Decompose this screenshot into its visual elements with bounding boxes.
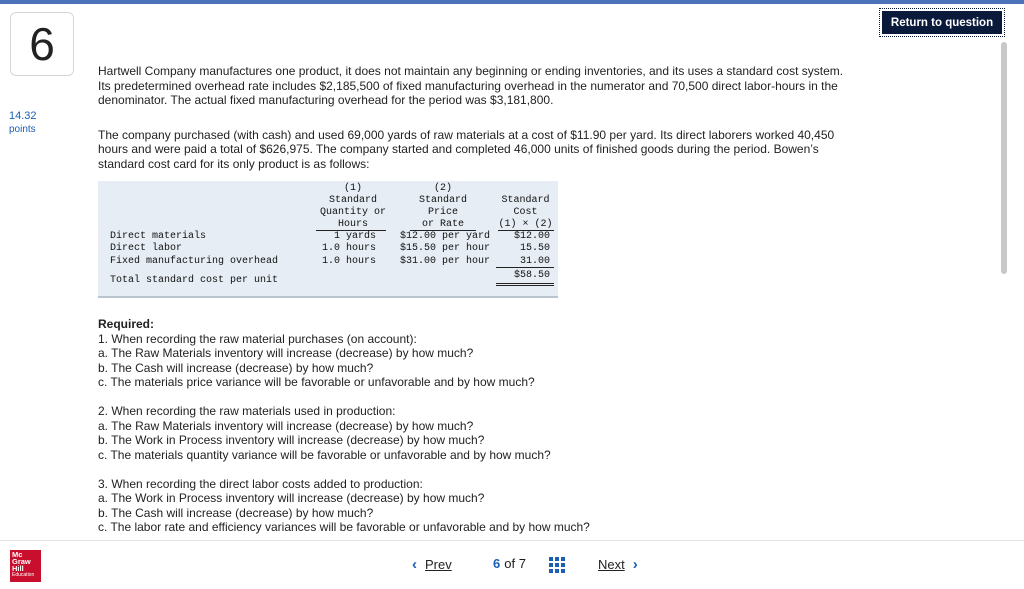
required-title: Required: bbox=[98, 317, 155, 331]
next-label: Next bbox=[598, 557, 625, 572]
requirement-item: a. The Work in Process inventory will increase (decrease) by how much? bbox=[98, 491, 485, 505]
chevron-left-icon: ‹ bbox=[412, 556, 417, 573]
question-paragraph-2: The company purchased (with cash) and used 69,000 yards of raw materials at a cost of $11.90 per yard. Its direct laborers worked 40,450 hours and were paid a total of $626,975. The company started and completed 46,000 units of finished goods during the period. Bowen’s standard cost card for its only product is as follows: bbox=[98, 127, 835, 171]
required-section bbox=[98, 317, 858, 535]
row-rate: $31.00 per hour bbox=[399, 256, 490, 267]
grid-icon[interactable] bbox=[549, 557, 565, 573]
requirement-item: c. The materials quantity variance will be favorable or unfavorable and by how much? bbox=[98, 447, 551, 462]
points-label: points bbox=[9, 124, 36, 135]
row-qty: 1.0 hours bbox=[321, 243, 376, 254]
standard-cost-card bbox=[98, 181, 558, 296]
row-rate: $15.50 per hour bbox=[399, 243, 490, 254]
col1-header-line: Standard bbox=[328, 195, 377, 206]
row-rate: $12.00 per yard bbox=[399, 231, 490, 242]
logo-line: Education bbox=[12, 572, 35, 578]
col2-header-line: Price bbox=[427, 207, 458, 218]
col1-header-line: Hours bbox=[337, 219, 368, 230]
mcgraw-hill-logo bbox=[10, 550, 41, 582]
page-indicator bbox=[493, 556, 526, 571]
requirement-item: b. The Work in Process inventory will increase (decrease) by how much? bbox=[98, 433, 485, 447]
question-body bbox=[98, 64, 850, 171]
top-accent-bar bbox=[0, 0, 1024, 4]
row-cost: 31.00 bbox=[519, 256, 550, 267]
points-value: 14.32 bbox=[9, 110, 37, 122]
prev-label: Prev bbox=[425, 557, 452, 572]
requirement-item: a. The Raw Materials inventory will increase (decrease) by how much? bbox=[98, 346, 474, 360]
requirement-item: a. The Raw Materials inventory will increase (decrease) by how much? bbox=[98, 418, 474, 433]
col1-header-line: Quantity or bbox=[319, 207, 386, 218]
requirement-item: 2. When recording the raw materials used in production: bbox=[98, 404, 396, 418]
question-paragraph-1: Hartwell Company manufactures one product, it does not maintain any beginning or ending inventories, and its uses a standard cost system. Its predetermined overhead rate includes $2,185,500 of fixed manufacturing overhead in the numerator and 70,500 direct labor-hours in the denominator. The actual fixed manufacturing overhead for the period was $3,181,800. bbox=[98, 64, 844, 107]
col3-header-line: Standard bbox=[501, 195, 550, 206]
prev-button[interactable] bbox=[412, 556, 452, 573]
total-rule-1 bbox=[496, 283, 554, 284]
next-button[interactable] bbox=[598, 556, 638, 573]
requirement-item: c. The labor rate and efficiency variances will be favorable or unfavorable and by how much? bbox=[98, 520, 590, 534]
col2-header-line: Standard bbox=[418, 195, 467, 206]
total-rule-2 bbox=[496, 285, 554, 286]
total-value: $58.50 bbox=[513, 270, 550, 281]
question-number: 6 bbox=[10, 12, 74, 76]
requirement-item: b. The Cash will increase (decrease) by how much? bbox=[98, 505, 374, 520]
page-total: of 7 bbox=[504, 556, 526, 571]
logo-line: Hill bbox=[12, 564, 24, 573]
row-qty: 1.0 hours bbox=[321, 256, 376, 267]
chevron-right-icon: › bbox=[632, 556, 638, 573]
logo-line: Graw bbox=[12, 557, 31, 566]
row-label: Direct materials bbox=[110, 231, 207, 242]
col3-header-line: (1) × (2) bbox=[498, 219, 553, 230]
col1-header-line: (1) bbox=[343, 183, 362, 194]
requirement-item: b. The Cash will increase (decrease) by how much? bbox=[98, 360, 374, 375]
col3-header-line: Cost bbox=[513, 207, 538, 218]
subtotal-rule bbox=[496, 267, 554, 268]
requirement-item: c. The materials price variance will be favorable or unfavorable and by how much? bbox=[98, 375, 535, 389]
requirement-item: 1. When recording the raw material purchases (on account): bbox=[98, 331, 417, 346]
row-cost: 15.50 bbox=[519, 243, 550, 254]
logo-line: Mc bbox=[12, 550, 23, 559]
footer-divider bbox=[0, 540, 1024, 541]
col2-header-line: (2) bbox=[433, 183, 452, 194]
row-label: Fixed manufacturing overhead bbox=[110, 256, 279, 267]
scrollbar-thumb[interactable] bbox=[1001, 42, 1007, 274]
requirement-item: 3. When recording the direct labor costs added to production: bbox=[98, 476, 423, 491]
return-to-question-button[interactable]: Return to question bbox=[882, 11, 1002, 34]
table-bottom-border bbox=[98, 296, 558, 298]
total-label: Total standard cost per unit bbox=[110, 275, 279, 286]
row-cost: $12.00 bbox=[513, 231, 550, 242]
current-page: 6 bbox=[493, 556, 501, 571]
row-qty: 1 yards bbox=[333, 231, 376, 242]
col2-header-line: or Rate bbox=[421, 219, 464, 230]
row-label: Direct labor bbox=[110, 243, 183, 254]
